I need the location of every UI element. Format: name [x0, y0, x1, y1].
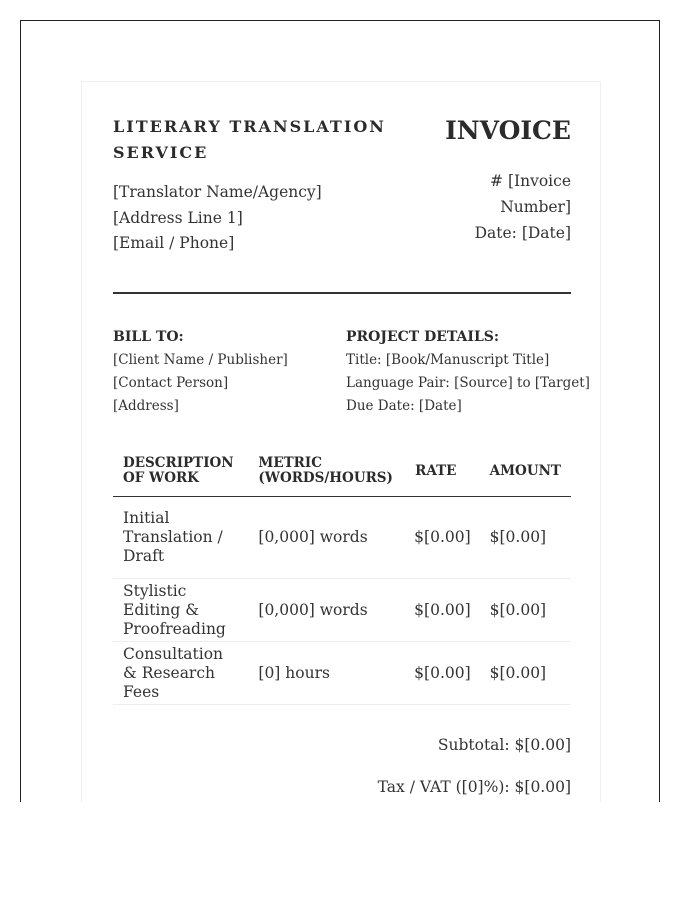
project-details-block	[346, 326, 590, 418]
header-divider	[113, 292, 571, 294]
project-title: Title: [Book/Manuscript Title]	[346, 352, 550, 368]
line-items	[113, 444, 571, 705]
item-rate: $[0.00]	[405, 497, 479, 579]
table-row	[113, 497, 571, 579]
item-amount: $[0.00]	[480, 497, 571, 579]
invoice-meta	[451, 168, 571, 246]
bill-to-block	[113, 326, 333, 418]
item-amount: $[0.00]	[480, 579, 571, 642]
client-address: [Address]	[113, 398, 179, 414]
line-items-table	[113, 444, 571, 705]
column-header-metric: METRIC (WORDS/HOURS)	[248, 444, 405, 497]
project-details-label: PROJECT DETAILS:	[346, 329, 500, 345]
sender-contact: [Email / Phone]	[113, 234, 235, 252]
invoice-content	[113, 82, 590, 796]
item-description: Stylistic Editing & Proofreading	[113, 579, 248, 642]
client-name: [Client Name / Publisher]	[113, 352, 288, 368]
item-description: Initial Translation / Draft	[113, 497, 248, 579]
table-row	[113, 642, 571, 705]
invoice-sheet	[81, 81, 601, 802]
column-header-rate: RATE	[405, 444, 479, 497]
due-date: Due Date: [Date]	[346, 398, 462, 414]
invoice-header	[113, 82, 571, 292]
item-amount: $[0.00]	[480, 642, 571, 705]
table-row	[113, 579, 571, 642]
table-header-row	[113, 444, 571, 497]
sender-details	[113, 180, 322, 257]
item-description: Consultation & Research Fees	[113, 642, 248, 705]
tax-total: Tax / VAT ([0]%): $[0.00]	[377, 778, 571, 796]
item-metric: [0,000] words	[248, 497, 405, 579]
language-pair: Language Pair: [Source] to [Target]	[346, 375, 590, 391]
bill-to-label: BILL TO:	[113, 329, 184, 345]
subtotal: Subtotal: $[0.00]	[437, 736, 571, 754]
column-header-amount: AMOUNT	[480, 444, 571, 497]
item-metric: [0] hours	[248, 642, 405, 705]
sender-address: [Address Line 1]	[113, 208, 243, 227]
item-rate: $[0.00]	[405, 579, 479, 642]
column-header-description: DESCRIPTION OF WORK	[113, 444, 248, 497]
invoice-title: INVOICE	[445, 116, 571, 145]
invoice-number: # [Invoice Number]	[490, 172, 571, 216]
invoice-date: Date: [Date]	[474, 224, 571, 242]
totals-section	[113, 732, 571, 802]
page-frame	[20, 20, 660, 802]
sender-name: [Translator Name/Agency]	[113, 183, 322, 201]
item-rate: $[0.00]	[405, 642, 479, 705]
contact-person: [Contact Person]	[113, 375, 229, 391]
company-name: LITERARY TRANSLATION SERVICE	[113, 117, 386, 162]
item-metric: [0,000] words	[248, 579, 405, 642]
